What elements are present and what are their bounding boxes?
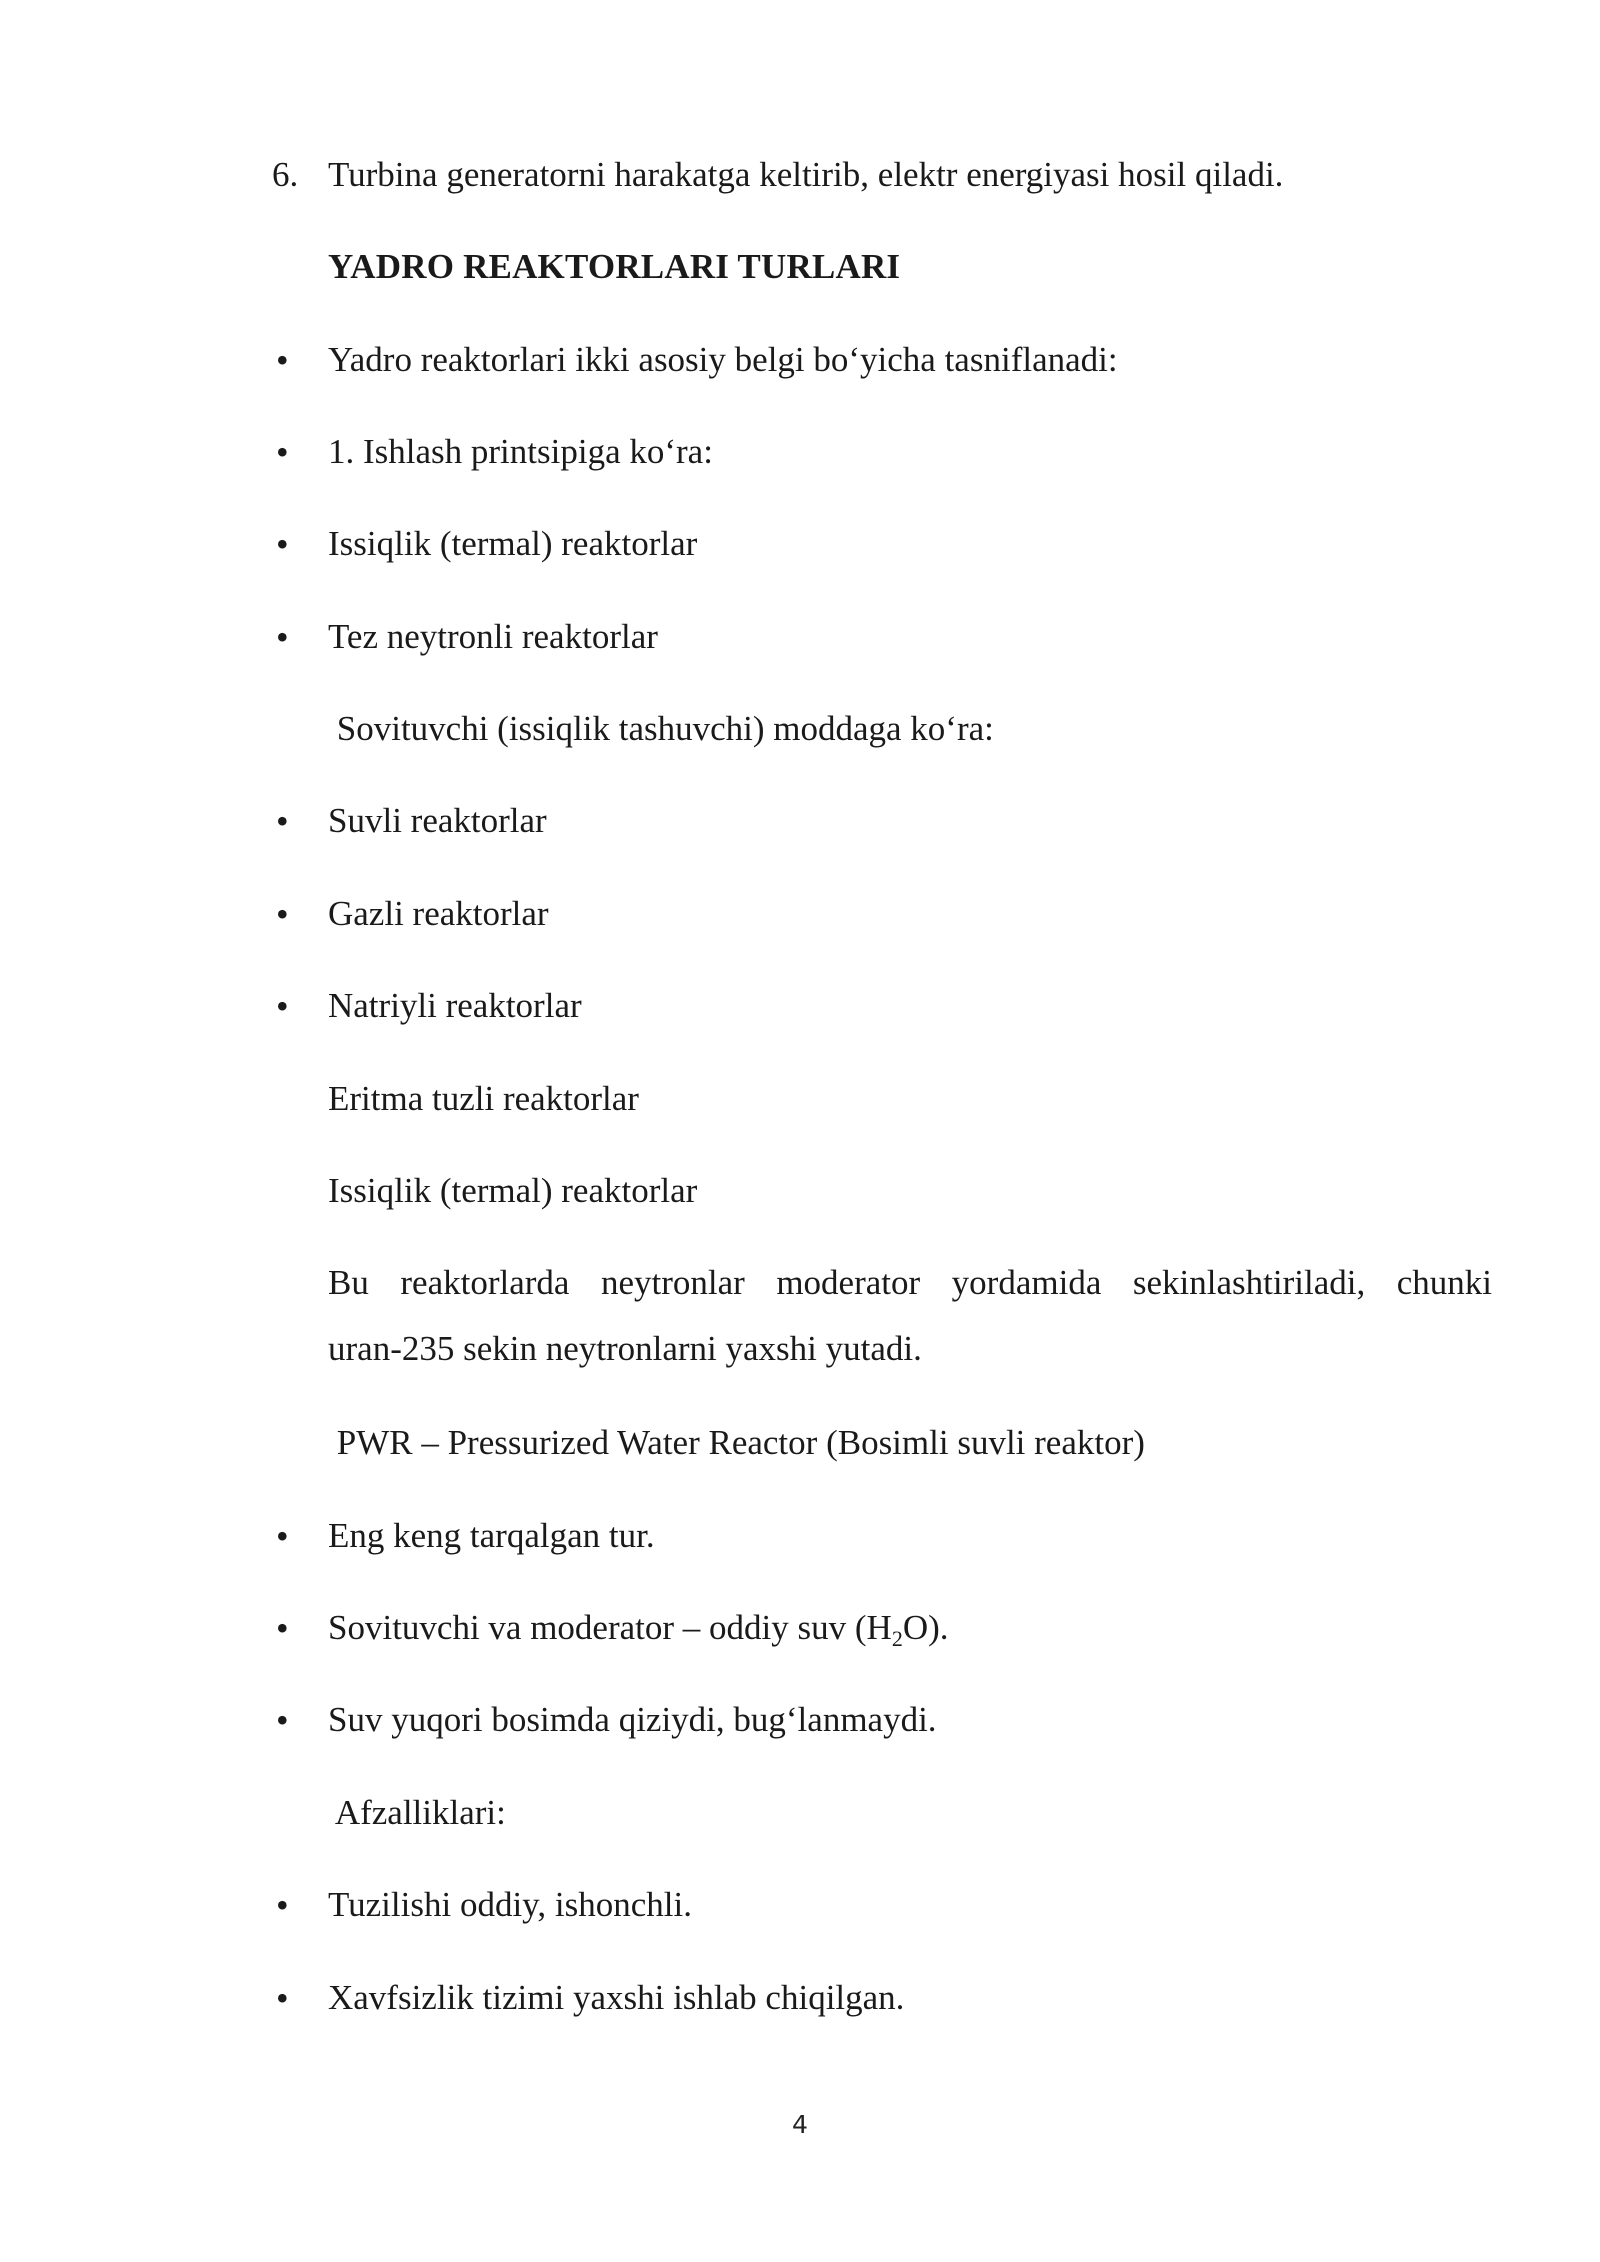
bullet-icon: •	[276, 1885, 289, 1925]
list-item: Tez neytronli reaktorlar	[328, 617, 658, 656]
list-item: Natriyli reaktorlar	[328, 986, 582, 1025]
bullet-icon: •	[276, 1516, 289, 1556]
list-item-text: O).	[902, 1608, 949, 1647]
subsection-title: Issiqlik (termal) reaktorlar	[328, 1171, 698, 1210]
list-item: Suv yuqori bosimda qiziydi, bug‘lanmaydi.	[328, 1700, 937, 1739]
bullet-icon: •	[276, 1608, 289, 1648]
bullet-icon: •	[276, 432, 289, 472]
subsection-title: PWR – Pressurized Water Reactor (Bosimli suvli reaktor)	[328, 1423, 1145, 1462]
list-item: Yadro reaktorlari ikki asosiy belgi bo‘yicha tasniflanadi:	[328, 340, 1118, 379]
list-item: Tuzilishi oddiy, ishonchli.	[328, 1885, 692, 1924]
bullet-icon: •	[276, 894, 289, 934]
list-item: Issiqlik (termal) reaktorlar	[328, 524, 698, 563]
paragraph	[328, 1250, 1492, 1382]
subsection-title: Afzalliklari:	[328, 1793, 506, 1832]
list-item: Gazli reaktorlar	[328, 894, 549, 933]
bullet-icon: •	[276, 986, 289, 1026]
list-number: 6.	[272, 155, 299, 194]
numbered-item-text: Turbina generatorni harakatga keltirib, elektr energiyasi hosil qiladi.	[328, 155, 1284, 194]
bullet-icon: •	[276, 340, 289, 380]
subsection-intro: Sovituvchi (issiqlik tashuvchi) moddaga ko‘ra:	[328, 709, 994, 748]
page-number: 4	[792, 2110, 808, 2139]
paragraph-line: Bu reaktorlarda neytronlar moderator yordamida sekinlashtiriladi, chunki	[328, 1263, 1492, 1302]
list-item: Xavfsizlik tizimi yaxshi ishlab chiqilgan.	[328, 1978, 905, 2017]
bullet-icon: •	[276, 1978, 289, 2018]
bullet-icon: •	[276, 617, 289, 657]
bullet-icon: •	[276, 1700, 289, 1740]
subscript: 2	[891, 1626, 903, 1651]
list-item: Suvli reaktorlar	[328, 801, 547, 840]
list-item: 1. Ishlash printsipiga ko‘ra:	[328, 432, 713, 471]
text-line: Eritma tuzli reaktorlar	[328, 1079, 639, 1118]
list-item-text: Sovituvchi va moderator – oddiy suv (H	[328, 1608, 892, 1647]
paragraph-line: uran-235 sekin neytronlarni yaxshi yutadi.	[328, 1329, 922, 1368]
bullet-icon: •	[276, 524, 289, 564]
list-item: Eng keng tarqalgan tur.	[328, 1516, 655, 1555]
list-item	[328, 1605, 949, 1651]
section-heading: YADRO REAKTORLARI TURLARI	[328, 247, 901, 286]
bullet-icon: •	[276, 801, 289, 841]
